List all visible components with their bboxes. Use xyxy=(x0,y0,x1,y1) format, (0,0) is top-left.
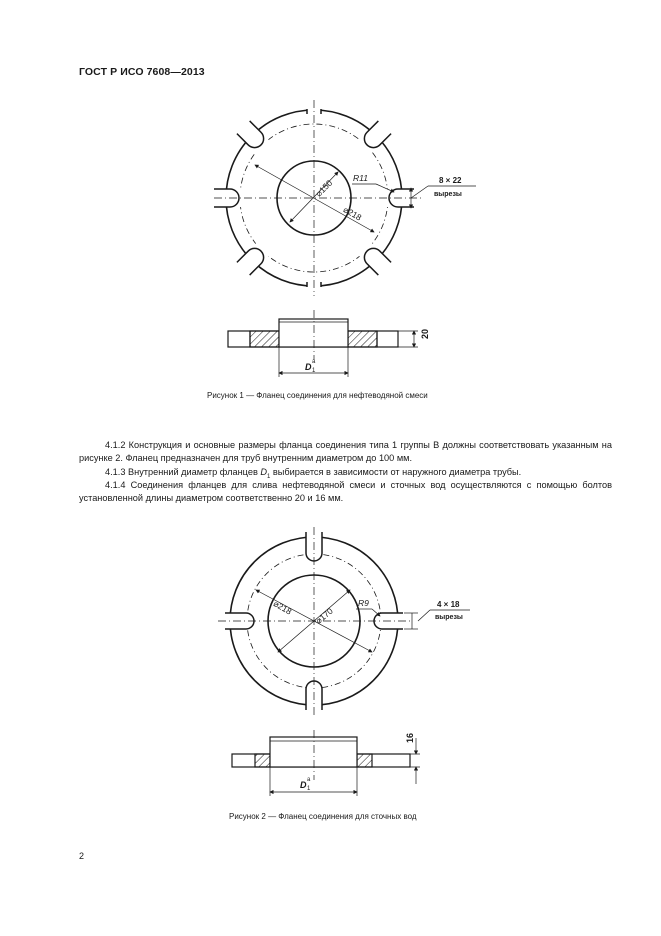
paragraph-4-1-4 xyxy=(79,479,612,505)
paragraph-number: 4.1.4 xyxy=(105,480,126,490)
paragraph-text: Соединения фланцев для слива нефтеводяной смеси и сточных вод осуществляются с помощью болтов установленной длины диаметром соответственно 20 и 16 мм. xyxy=(79,480,612,503)
paragraph-text: Внутренний диаметр фланцев xyxy=(128,467,261,477)
figure1-section-view xyxy=(228,310,418,377)
figure2-slots-word-label: вырезы xyxy=(435,614,463,621)
figure2-bore-label: D xyxy=(300,780,307,790)
figure1-radius-label: R11 xyxy=(353,173,368,183)
paragraph-4-1-2 xyxy=(79,439,612,465)
figure2-plan-labels xyxy=(272,598,463,626)
figure2-inner-dia-label: ⌀170 xyxy=(313,605,335,626)
figure1-inner-dia-label: ⌀150 xyxy=(313,177,335,199)
figure2-outer-dia-label: ⌀218 xyxy=(271,598,294,617)
paragraph-number: 4.1.3 xyxy=(105,467,126,477)
page-number: 2 xyxy=(79,851,85,861)
figure2-caption: Рисунок 2 — Фланец соединения для сточных вод xyxy=(229,812,417,821)
figure2-radius-label: R9 xyxy=(358,598,369,608)
figure1-thickness-label: 20 xyxy=(420,328,430,339)
figure1-caption: Рисунок 1 — Фланец соединения для нефтеводяной смеси xyxy=(207,391,428,400)
variable-d: D xyxy=(260,467,268,477)
figure2-section-view xyxy=(232,730,420,796)
figure2-thickness-label: 16 xyxy=(405,732,415,743)
standard-header: ГОСТ Р ИСО 7608—2013 xyxy=(79,66,205,78)
figure1-bore-sup: a xyxy=(312,359,316,365)
paragraph-text: выбирается в зависимости от наружного диаметра трубы. xyxy=(270,467,522,477)
figure2-bore-sup: a xyxy=(307,777,311,783)
figure1-outer-dia-label: ⌀218 xyxy=(341,204,364,223)
variable-subscript: 1 xyxy=(267,473,271,480)
figure1-bore-sub: 1 xyxy=(312,368,316,374)
figure2-bore-sub: 1 xyxy=(307,786,311,792)
paragraph-number: 4.1.2 xyxy=(105,440,126,450)
paragraph-text: Конструкция и основные размеры фланца соединения типа 1 группы В должны соответствовать указанным на рисунке 2. Фланец предназначен для труб внутренним диаметром до 100 мм. xyxy=(79,440,612,463)
figure1-bore-label: D xyxy=(305,362,312,372)
figure2-plan-view xyxy=(218,527,470,715)
figure1-slots-count-label: 8 × 22 xyxy=(439,176,462,185)
figure1-slots-word-label: вырезы xyxy=(434,191,462,198)
figure1-plan-view xyxy=(213,100,476,296)
figure2-slots-count-label: 4 × 18 xyxy=(437,600,460,609)
